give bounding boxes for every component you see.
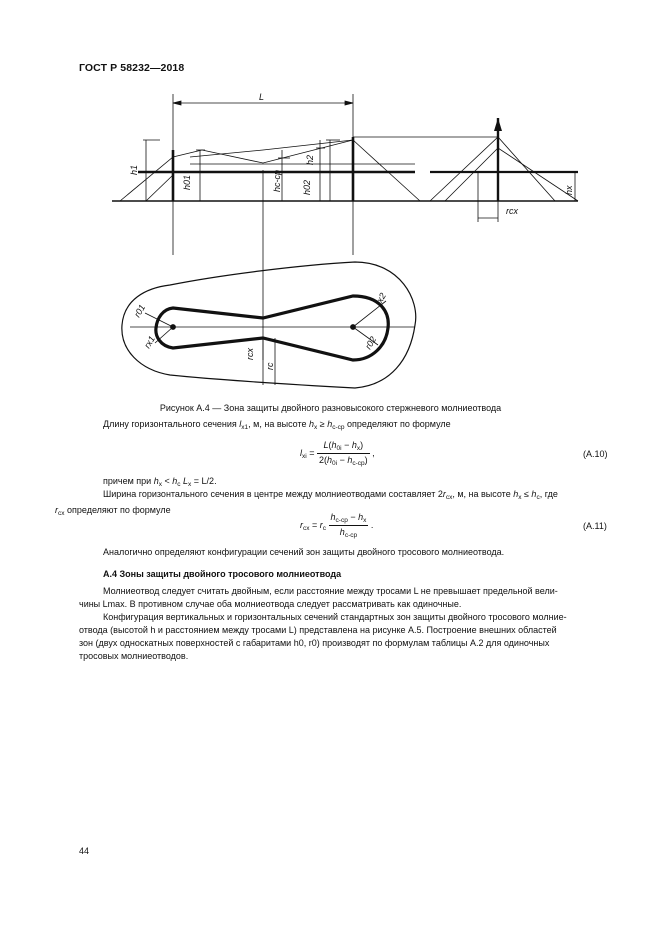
paragraph-double-cable: Молниеотвод следует считать двойным, если расстояние между тросами L не превышает предельной вели- чины Lmax. В противном случае оба молниеотвода следует рассматривать как одиночные. bbox=[79, 586, 558, 609]
equation-number-a10: (А.10) bbox=[583, 449, 608, 459]
formula-a11: $r_{cx} = r_c$ $\frac{h_{c-cp} - h_x}{h_{c-cp}}$ . bbox=[300, 512, 374, 539]
label-rc: rc bbox=[265, 362, 275, 370]
label-h02: h02 bbox=[302, 179, 312, 195]
figure-a4 bbox=[0, 0, 661, 400]
standard-header: ГОСТ Р 58232—2018 bbox=[79, 62, 185, 74]
label-rcx: rcx bbox=[506, 206, 518, 216]
label-rx1: rx1 bbox=[142, 334, 157, 350]
paragraph-analog: Аналогично определяют конфигурации сечений зон защиты двойного тросового молниеотвода. bbox=[103, 547, 505, 557]
paragraph-length: Длину горизонтального сечения $l_{x1}$, м, на высоте $h_x \ge h_{c-cp}$ определяют по формуле bbox=[103, 419, 451, 431]
label-r01: r01 bbox=[132, 302, 148, 319]
label-hccp: hc-cp bbox=[272, 169, 282, 192]
figure-caption: Рисунок А.4 — Зона защиты двойного разновысокого стержневого молниеотвода bbox=[159, 403, 502, 413]
formula-a10: $l_{xi}$ = $\frac{L(h_{0i} - h_x)}{2(h_{0i} - h_{c-cp})}$ , bbox=[300, 440, 375, 467]
label-h2: h2 bbox=[305, 154, 315, 165]
equation-number-a11: (А.11) bbox=[583, 521, 607, 531]
page-number: 44 bbox=[79, 846, 90, 856]
paragraph-configuration: Конфигурация вертикальных и горизонтальных сечений стандартных зон защиты двойного тросового молние- отвода (высотой h и расстоянием между тросами L) представлена на рисунке А.5. Построение внешних областей зон (двух односкатных поверхностей с габаритами h0, r0) производят по формулам таблицы А.2 для одиночных тросовых молниеотводов. bbox=[79, 612, 567, 661]
paragraph-width: Ширина горизонтального сечения в центре между молниеотводами составляет $2r_{cx}$, м, на высоте $h_x \le h_c$, где $r_{cx}$ определяют по формуле bbox=[55, 489, 558, 517]
label-h1: h1 bbox=[129, 164, 139, 175]
label-rx2: rx2 bbox=[373, 291, 388, 307]
label-r02: r02 bbox=[363, 334, 379, 351]
paragraph-condition: причем при $h_x < h_c$ $L_x = L/2$. bbox=[103, 476, 217, 488]
label-rcx-plan: rcx bbox=[245, 348, 255, 360]
label-h01: h01 bbox=[182, 174, 192, 190]
label-L: L bbox=[259, 92, 265, 102]
label-hx: hx bbox=[564, 185, 574, 195]
section-title-a4: А.4 Зоны защиты двойного тросового молниеотвода bbox=[103, 569, 342, 579]
